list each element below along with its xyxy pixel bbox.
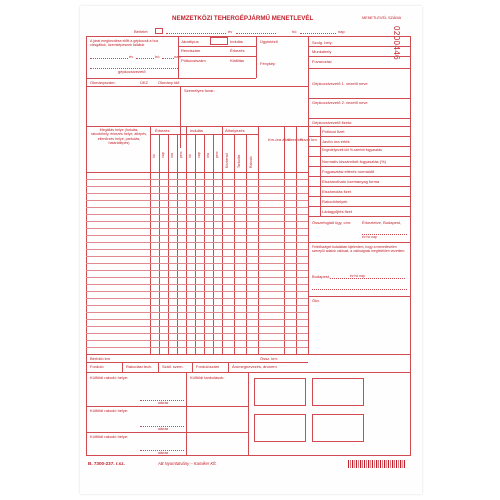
driver-label: gépkocsivezető [118,69,146,74]
date-line[interactable] [90,58,128,59]
date-line[interactable] [330,278,405,279]
jarattipus-field[interactable] [210,37,228,45]
barcode-icon [348,460,408,472]
divider [186,372,187,456]
erkezes-label: Érkezés [230,48,245,53]
form-title: NEMZETKÖZI TEHERGÉPJÁRMŰ MENETLEVÉL [172,15,314,22]
aldras-label: aláírás [158,401,169,405]
szolg-hely-label: Szolg. hely: [312,40,333,45]
table-col-line [213,134,214,354]
right-row: Elszámolható üzemanyag forma [322,179,380,184]
divider [248,372,249,456]
divider [308,196,411,197]
divider [158,362,159,372]
fordulo-label: Forduló [90,364,104,369]
okv-label: Ökv. [312,298,320,303]
table-row[interactable] [86,242,308,243]
right-row: Engedélyezett idő %-szerinti fogyasztás [322,148,382,152]
date-line[interactable] [300,33,336,34]
table-row[interactable] [86,270,308,271]
divider [308,176,411,177]
table-row[interactable] [86,326,308,327]
berlelet-label: Bérlelet [134,29,148,34]
date-tail: év hó nap [362,235,377,239]
divider [308,156,411,157]
table-row[interactable] [86,214,308,215]
vehicle-intro: A járat megkezdése előtt a gépkocsit a hoz vizsgáltuk, üzemképesnek találtuk [90,39,159,48]
divider [228,362,229,372]
szemelyes-label: Személyes fuvar: [184,88,215,93]
szall-szem-label: Száll. szem. [162,364,184,369]
date-line[interactable] [236,33,276,34]
date-part: nap [174,54,181,59]
table-row[interactable] [86,193,308,194]
divider [308,296,411,297]
fuvarozasi-label: Fuvarozási [312,59,332,64]
divider [308,68,411,69]
sub-tankolas: Tankolás [237,154,241,168]
table-row[interactable] [86,235,308,236]
date-line[interactable] [162,58,174,59]
signature-line[interactable] [312,289,407,290]
table-row[interactable] [86,319,308,320]
divider [86,362,308,363]
table-row[interactable] [86,298,308,299]
kulfoldi-hely-label: Külföldi rakodó helye: [90,375,129,380]
driver2-label: Gépkocsivezető 2. vezető neve [312,100,368,105]
table-row[interactable] [86,284,308,285]
sub-perc: perc [179,151,183,158]
footer-left: B. 7300-237. r.sz. [88,461,125,466]
table-fuvar-km: Fuvar km [300,137,317,142]
table-row[interactable] [86,347,308,348]
divider [122,362,123,372]
jarattipus-label: Járattípus [181,39,199,44]
date-line[interactable] [136,58,154,59]
divider [192,362,193,372]
felelosseg-text: Felelősséget tudatában kijelentem, hogy a menetlevélen szereplő adatok valósak, a valóságnak megfelelően vezettem. [312,245,406,254]
divider [308,206,411,207]
table-col-line [234,134,235,354]
date-ev: év [228,29,233,34]
table-row[interactable] [86,249,308,250]
aldras-label-3: aláírás [158,451,169,455]
table-col-line [159,134,160,354]
divider [256,36,257,78]
divider [178,46,256,47]
table-top-line [86,126,411,127]
right-row: Elszámolás fizet [322,189,351,194]
divider [178,36,179,78]
sub-perc: perc [215,151,219,158]
stamp-box[interactable] [312,378,364,406]
right-row: Fogyasztási eltérés normaidő [322,169,375,174]
date-nap: nap [338,29,345,34]
table-col-line [308,126,309,354]
table-indulas: Indulás [190,128,203,133]
fordulo-szam-label: Fordulószám [196,364,220,369]
kiallitas-label: Kiállítás [230,58,245,63]
table-row[interactable] [86,256,308,257]
date-part: év [129,54,134,59]
berlelet-checkbox[interactable] [155,28,163,34]
sub-ho: hó [188,154,192,158]
sub-rakodo: Rakodó [249,156,253,168]
arumegnevezes-label: Árumegnevezés, árunem [232,364,277,369]
table-col-line [246,134,247,354]
okmany-label: Okmányszám: [90,80,116,85]
table-col-line [168,134,169,354]
kulfoldi-hely-label-3: Külföldi rakodó helye: [90,434,129,439]
indulas-label: Indulás [230,39,243,44]
table-row[interactable] [86,186,308,187]
berfolio-label: Bérfolió km [90,356,111,361]
table-col-line [195,134,196,354]
divider [308,216,411,217]
rendszam-label: Rendszám [181,48,201,53]
table-kmora: Km-óra állás [268,137,291,142]
table-row[interactable] [86,333,308,334]
table-row[interactable] [86,312,308,313]
divider [86,406,248,407]
date-part: hó [155,54,160,59]
stamp-box[interactable] [254,378,306,406]
divider [308,146,411,147]
table-col-line [177,134,178,354]
divider [180,86,181,148]
date-tail2: év hó nap [350,274,365,278]
divider [308,46,411,47]
table-row[interactable] [86,263,308,264]
date-line[interactable] [166,33,226,34]
ossz-ugy-label: Összefoglalt ügy, cím: [312,220,352,225]
table-row[interactable] [86,291,308,292]
divider [308,56,411,57]
kulfoldi-hely-label-2: Külföldi rakodó helye: [90,408,129,413]
waybill-sheet [80,6,422,494]
table-header-bottom [86,172,308,173]
sub-kozbenso: Közbenső [225,152,229,168]
okmany-ido-label: Okmány idő [158,80,180,85]
divider [86,354,411,355]
fenykep-label: Fénykép [260,61,276,66]
ugyintezo-label: Ügyintéző [260,39,278,44]
divider [86,86,308,87]
ukz-label: ÚKZ [140,80,148,85]
stamp-box[interactable] [312,414,364,442]
ossz-km-label: Össz. km: [260,356,278,361]
divider [86,432,248,433]
right-row: Rakodóhelyek [322,199,348,204]
driver3-label: Gépkocsivezető fizeto: [312,120,353,125]
right-row: Javító óra érték [322,139,350,144]
table-row[interactable] [86,228,308,229]
divider [178,56,256,57]
date-ho: hó [292,29,297,34]
table-col-left: Megállás helye (Indulás, rakodóhely, érkezés helye, átlépés, ellenőrzés helye, parkolás, határátlépés) [90,128,148,146]
budapest-label: Budapest, [312,274,331,279]
divider [308,136,411,137]
divider [308,186,411,187]
stamp-box[interactable] [254,414,306,442]
hozzaszam-label: Pótkocsiszám [181,58,206,63]
table-row[interactable] [86,277,308,278]
table-row[interactable] [86,179,308,180]
munkahely-label: Munkahely [312,49,332,54]
right-row: Normatív kiszámított fogyasztás (%) [322,159,387,164]
table-ures-km: Üres km [288,137,303,142]
table-row[interactable] [86,305,308,306]
sub-ora: óra [170,153,174,158]
driver1-label: Gépkocsivezető 1. vezető neve [312,81,368,86]
right-row: Ládagyűjtés fizet [322,209,353,214]
serial-number: 0200446 [392,26,401,60]
divider [86,78,256,79]
divider [308,242,411,243]
table-row[interactable] [86,221,308,222]
divider [308,166,411,167]
divider [320,126,321,216]
aldras-label-2: aláírás [158,427,169,431]
table-row[interactable] [86,200,308,201]
table-row[interactable] [86,207,308,208]
sub-nap: nap [161,152,165,158]
footer-right: AB Nyomtatvány – Kamiker Kft. [158,461,217,466]
table-row[interactable] [86,340,308,341]
kulfoldi-tankolas-label: Külföldi tankolások: [190,375,225,380]
erkeztetve-label: Érkeztetve, Budapest, [362,220,402,225]
divider [308,98,411,99]
form-number-label: MENETLEVÉL SZÁMA [362,16,402,20]
sub-ho: hó [152,154,156,158]
rakodasi-tech-label: Rakodási tech. [126,364,153,369]
table-erkezes: Érkezés [155,128,170,133]
sub-nap: nap [197,152,201,158]
sub-ora: óra [206,153,210,158]
table-col-line [204,134,205,354]
divider [308,118,411,119]
table-attetes: Áthelyezés [225,128,245,133]
right-row: Pótlócsi fizet [322,129,345,134]
